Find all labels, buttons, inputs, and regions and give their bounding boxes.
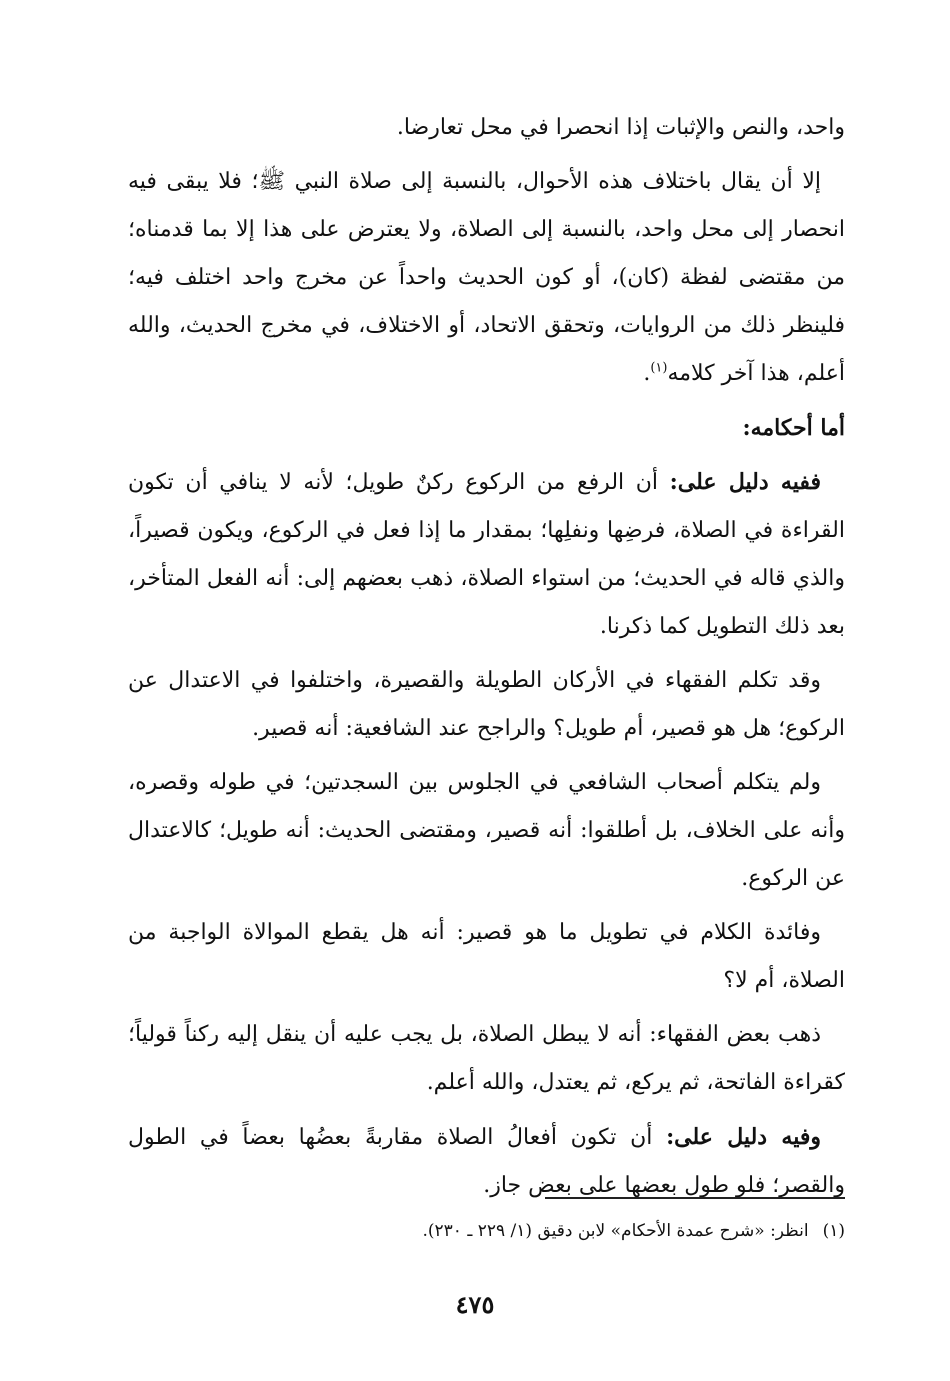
paragraph-text: أن الرفع من الركوع ركنٌ طويل؛ لأنه لا ينافي أن تكون القراءة في الصلاة، فرضِها ونفلِها؛ بمقدار ما إذا فعل في الركوع، ويكون قصيراً، والذي قاله في الحديث؛ من استواء الصلاة، ذهب بعضهم إلى: أنه الفعل المتأخر، بعد ذلك التطويل كما ذكرنا. <box>128 470 845 639</box>
paragraph-text: وقد تكلم الفقهاء في الأركان الطويلة والقصيرة، واختلفوا في الاعتدال عن الركوع؛ هل هو قصير، أم طويل؟ والراجح عند الشافعية: أنه قصير. <box>128 668 845 741</box>
paragraph-text: ذهب بعض الفقهاء: أنه لا يبطل الصلاة، بل يجب عليه أن ينقل إليه ركناً قولياً؛ كقراءة الفاتحة، ثم يركع، ثم يعتدل، والله أعلم. <box>128 1022 845 1095</box>
paragraph-lead: ففيه دليل على: <box>669 469 821 495</box>
paragraph-ruling-3 <box>128 759 845 903</box>
paragraph-text: ولم يتكلم أصحاب الشافعي في الجلوس بين السجدتين؛ في طوله وقصره، وأنه على الخلاف، بل أطلقوا: أنه قصير، ومقتضى الحديث: أنه طويل؛ كالاعتدال عن الركوع. <box>128 770 845 891</box>
paragraph-ruling-5 <box>128 1011 845 1107</box>
paragraph-text: أن تكون أفعالُ الصلاة مقاربةً بعضُها بعضاً في الطول والقصر؛ فلو طول بعضها على بعض جاز. <box>128 1125 845 1198</box>
footnote-number: (١) <box>822 1221 845 1241</box>
section-heading: أما أحكامه: <box>742 415 845 441</box>
main-text <box>128 104 845 1216</box>
footnote-text: انظر: «شرح عمدة الأحكام» لابن دقيق (١/ ٢٢٩ ـ ٢٣٠). <box>422 1221 809 1241</box>
footnote-divider <box>545 1197 845 1199</box>
footnote <box>128 1218 845 1244</box>
page-number: ٤٧٥ <box>455 1290 495 1319</box>
paragraph-lead: وفيه دليل على: <box>666 1124 821 1150</box>
paragraph-quote-end <box>128 158 845 398</box>
paragraph-ruling-4 <box>128 909 845 1005</box>
paragraph-text: وفائدة الكلام في تطويل ما هو قصير: أنه هل يقطع الموالاة الواجبة من الصلاة، أم لا؟ <box>128 920 845 993</box>
paragraph-ruling-1 <box>128 458 845 651</box>
paragraph-continuation <box>128 104 845 152</box>
footnote-reference[interactable]: (١) <box>650 360 668 376</box>
paragraph-text: إلا أن يقال باختلاف هذه الأحوال، بالنسبة إلى صلاة النبي ﷺ؛ فلا يبقى فيه انحصار إلى محل واحد، بالنسبة إلى الصلاة، ولا يعترض على هذا إلا بما قدمناه؛ من مقتضى لفظة (كان)، أو كون الحديث واحداً عن مخرج واحد اختلف فيه؛ فلينظر ذلك من الروايات، وتحقق الاتحاد، أو الاختلاف، في مخرج الحديث، والله أعلم، هذا آخر كلامه <box>128 169 845 386</box>
paragraph-tail: . <box>643 361 651 386</box>
paragraph-ruling-6 <box>128 1113 845 1210</box>
paragraph-ruling-2 <box>128 657 845 753</box>
paragraph-text: واحد، والنص والإثبات إذا انحصرا في محل تعارضا. <box>396 115 845 140</box>
